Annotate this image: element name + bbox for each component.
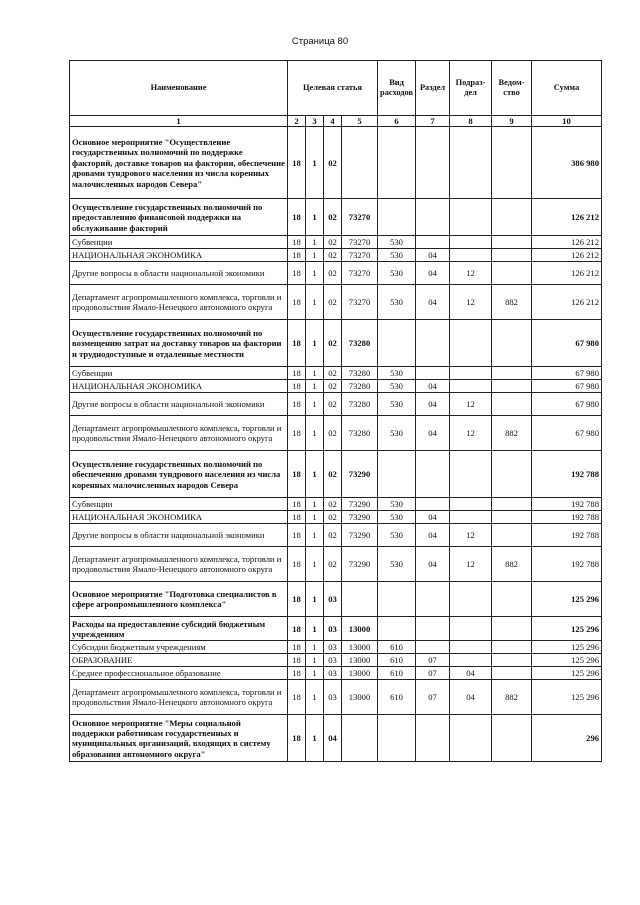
row-col-2: 18 (288, 380, 306, 393)
row-podrazdel (450, 199, 492, 236)
row-col-3: 1 (306, 680, 324, 715)
row-col-3: 1 (306, 127, 324, 199)
row-col-4: 02 (324, 199, 342, 236)
row-col-2: 18 (288, 511, 306, 524)
row-col-3: 1 (306, 524, 324, 547)
table-row (70, 285, 602, 320)
table-row (70, 654, 602, 667)
row-razdel: 04 (416, 547, 450, 582)
row-vedomstvo (492, 524, 532, 547)
row-col-4: 04 (324, 715, 342, 762)
row-col-3: 1 (306, 498, 324, 511)
row-name: Осуществление государственных полномочий по возмещению затрат на доставку товаров на фактории и труднодоступные и отдаленные местности (70, 320, 288, 367)
row-col-2: 18 (288, 680, 306, 715)
row-col-3: 1 (306, 667, 324, 680)
row-summa: 192 788 (532, 511, 602, 524)
row-vid-rashodov (378, 582, 416, 617)
row-name: Субвенции (70, 498, 288, 511)
row-col-2: 18 (288, 582, 306, 617)
row-vid-rashodov: 530 (378, 249, 416, 262)
row-col-3: 1 (306, 451, 324, 498)
row-name: Осуществление государственных полномочий по обеспечению дровами тундрового населения из числа коренных малочисленных народов Севера (70, 451, 288, 498)
header-podrazdel: Подраз-дел (450, 61, 492, 116)
row-col-5: 73270 (342, 285, 378, 320)
row-col-4: 02 (324, 320, 342, 367)
row-summa: 125 296 (532, 617, 602, 641)
row-col-5: 73290 (342, 511, 378, 524)
row-vid-rashodov: 530 (378, 524, 416, 547)
row-name: НАЦИОНАЛЬНАЯ ЭКОНОМИКА (70, 380, 288, 393)
header-vid: Вид расходов (378, 61, 416, 116)
row-podrazdel (450, 641, 492, 654)
table-row (70, 715, 602, 762)
row-name: НАЦИОНАЛЬНАЯ ЭКОНОМИКА (70, 511, 288, 524)
table-row (70, 451, 602, 498)
column-number: 1 (70, 116, 288, 127)
row-col-3: 1 (306, 617, 324, 641)
header-summa: Сумма (532, 61, 602, 116)
row-col-3: 1 (306, 511, 324, 524)
row-col-4: 02 (324, 498, 342, 511)
row-vedomstvo (492, 380, 532, 393)
table-row (70, 524, 602, 547)
row-col-4: 02 (324, 249, 342, 262)
table-row (70, 617, 602, 641)
row-col-5: 73270 (342, 262, 378, 285)
column-number: 7 (416, 116, 450, 127)
row-col-2: 18 (288, 547, 306, 582)
row-razdel: 04 (416, 511, 450, 524)
row-col-5: 73270 (342, 236, 378, 249)
row-col-2: 18 (288, 249, 306, 262)
row-razdel: 07 (416, 680, 450, 715)
row-col-2: 18 (288, 127, 306, 199)
row-col-5: 13000 (342, 617, 378, 641)
row-summa: 125 296 (532, 641, 602, 654)
row-podrazdel (450, 498, 492, 511)
row-razdel: 04 (416, 416, 450, 451)
row-col-2: 18 (288, 262, 306, 285)
row-podrazdel (450, 617, 492, 641)
row-vid-rashodov (378, 451, 416, 498)
row-col-4: 02 (324, 262, 342, 285)
column-number: 10 (532, 116, 602, 127)
row-summa: 67 980 (532, 367, 602, 380)
row-col-4: 02 (324, 380, 342, 393)
row-name: Субвенции (70, 236, 288, 249)
row-summa: 125 296 (532, 667, 602, 680)
row-col-5: 73290 (342, 498, 378, 511)
table-row (70, 667, 602, 680)
row-vedomstvo (492, 582, 532, 617)
row-vid-rashodov: 530 (378, 367, 416, 380)
table-row (70, 498, 602, 511)
row-razdel: 04 (416, 262, 450, 285)
table-body (70, 127, 602, 762)
row-name: Субсидии бюджетным учреждениям (70, 641, 288, 654)
row-razdel: 04 (416, 285, 450, 320)
row-col-2: 18 (288, 498, 306, 511)
column-number: 4 (324, 116, 342, 127)
row-col-5 (342, 715, 378, 762)
row-summa: 126 212 (532, 285, 602, 320)
row-col-3: 1 (306, 367, 324, 380)
row-vid-rashodov: 530 (378, 498, 416, 511)
row-podrazdel (450, 367, 492, 380)
row-vedomstvo (492, 262, 532, 285)
row-col-5 (342, 127, 378, 199)
row-summa: 126 212 (532, 199, 602, 236)
row-col-4: 03 (324, 654, 342, 667)
row-summa: 67 980 (532, 416, 602, 451)
row-podrazdel (450, 715, 492, 762)
header-name: Наименование (70, 61, 288, 116)
row-col-2: 18 (288, 393, 306, 416)
table-row (70, 511, 602, 524)
row-vid-rashodov: 530 (378, 285, 416, 320)
row-summa: 296 (532, 715, 602, 762)
row-razdel: 07 (416, 667, 450, 680)
row-vedomstvo (492, 393, 532, 416)
row-vedomstvo: 882 (492, 680, 532, 715)
table-row (70, 320, 602, 367)
row-podrazdel: 12 (450, 285, 492, 320)
row-vid-rashodov: 610 (378, 654, 416, 667)
row-summa: 125 296 (532, 680, 602, 715)
row-vid-rashodov: 610 (378, 667, 416, 680)
row-razdel (416, 641, 450, 654)
row-col-2: 18 (288, 715, 306, 762)
row-vedomstvo (492, 320, 532, 367)
row-col-3: 1 (306, 582, 324, 617)
row-col-4: 03 (324, 617, 342, 641)
row-summa: 67 980 (532, 380, 602, 393)
table-row (70, 367, 602, 380)
header-razdel: Раздел (416, 61, 450, 116)
column-number: 6 (378, 116, 416, 127)
row-summa: 126 212 (532, 236, 602, 249)
row-vid-rashodov (378, 617, 416, 641)
row-col-3: 1 (306, 393, 324, 416)
row-col-4: 03 (324, 680, 342, 715)
table-row (70, 127, 602, 199)
row-razdel (416, 236, 450, 249)
row-col-2: 18 (288, 367, 306, 380)
row-col-2: 18 (288, 641, 306, 654)
row-summa: 125 296 (532, 654, 602, 667)
row-col-4: 02 (324, 236, 342, 249)
row-razdel: 07 (416, 654, 450, 667)
row-name: ОБРАЗОВАНИЕ (70, 654, 288, 667)
table-row (70, 380, 602, 393)
row-col-4: 02 (324, 393, 342, 416)
row-razdel: 04 (416, 249, 450, 262)
row-podrazdel: 12 (450, 547, 492, 582)
row-name: Другие вопросы в области национальной экономики (70, 262, 288, 285)
row-col-3: 1 (306, 199, 324, 236)
row-vedomstvo (492, 451, 532, 498)
row-col-3: 1 (306, 380, 324, 393)
row-col-5: 73280 (342, 393, 378, 416)
row-col-2: 18 (288, 654, 306, 667)
row-col-5: 73280 (342, 416, 378, 451)
row-vedomstvo (492, 498, 532, 511)
column-number: 8 (450, 116, 492, 127)
row-name: Основное мероприятие "Подготовка специалистов в сфере агропромышленного комплекса" (70, 582, 288, 617)
row-col-5: 13000 (342, 641, 378, 654)
row-podrazdel (450, 511, 492, 524)
row-vid-rashodov: 530 (378, 236, 416, 249)
budget-table (69, 60, 602, 762)
row-col-3: 1 (306, 285, 324, 320)
row-col-5: 13000 (342, 667, 378, 680)
row-summa: 386 980 (532, 127, 602, 199)
row-col-5 (342, 582, 378, 617)
row-razdel (416, 320, 450, 367)
row-col-4: 03 (324, 641, 342, 654)
header-row (70, 61, 602, 116)
row-col-2: 18 (288, 451, 306, 498)
row-podrazdel: 12 (450, 262, 492, 285)
row-name: Другие вопросы в области национальной экономики (70, 524, 288, 547)
row-vid-rashodov: 530 (378, 547, 416, 582)
row-razdel: 04 (416, 380, 450, 393)
row-summa: 126 212 (532, 249, 602, 262)
table-row (70, 199, 602, 236)
row-vedomstvo (492, 641, 532, 654)
row-vedomstvo (492, 654, 532, 667)
row-name: Департамент агропромышленного комплекса, торговли и продовольствия Ямало-Ненецкого автономного округа (70, 416, 288, 451)
table-row (70, 393, 602, 416)
row-col-3: 1 (306, 236, 324, 249)
table-row (70, 582, 602, 617)
row-name: Департамент агропромышленного комплекса, торговли и продовольствия Ямало-Ненецкого автономного округа (70, 680, 288, 715)
table-row (70, 680, 602, 715)
row-name: Основное мероприятие "Меры социальной поддержки работникам государственных и муниципальных организаций, входящих в систему образования автономного округа" (70, 715, 288, 762)
row-podrazdel (450, 127, 492, 199)
row-col-4: 02 (324, 285, 342, 320)
row-razdel (416, 715, 450, 762)
row-vedomstvo: 882 (492, 285, 532, 320)
row-podrazdel: 04 (450, 680, 492, 715)
row-col-5: 73280 (342, 380, 378, 393)
row-col-4: 03 (324, 667, 342, 680)
table-row (70, 641, 602, 654)
row-col-4: 03 (324, 582, 342, 617)
row-razdel: 04 (416, 393, 450, 416)
row-col-5: 73290 (342, 547, 378, 582)
row-col-5: 73290 (342, 451, 378, 498)
row-podrazdel (450, 654, 492, 667)
row-col-5: 73270 (342, 249, 378, 262)
row-podrazdel (450, 380, 492, 393)
row-col-5: 13000 (342, 654, 378, 667)
row-name: Субвенции (70, 367, 288, 380)
row-razdel (416, 199, 450, 236)
row-col-3: 1 (306, 416, 324, 451)
column-number: 9 (492, 116, 532, 127)
row-vid-rashodov (378, 199, 416, 236)
column-number: 5 (342, 116, 378, 127)
row-vid-rashodov: 530 (378, 416, 416, 451)
row-col-3: 1 (306, 715, 324, 762)
row-podrazdel (450, 582, 492, 617)
row-vid-rashodov (378, 127, 416, 199)
row-podrazdel: 12 (450, 393, 492, 416)
row-summa: 192 788 (532, 547, 602, 582)
row-summa: 67 980 (532, 320, 602, 367)
row-col-3: 1 (306, 320, 324, 367)
row-col-4: 02 (324, 127, 342, 199)
row-col-5: 73280 (342, 320, 378, 367)
row-summa: 192 788 (532, 498, 602, 511)
row-col-2: 18 (288, 617, 306, 641)
row-vedomstvo (492, 249, 532, 262)
row-vedomstvo (492, 511, 532, 524)
row-razdel (416, 617, 450, 641)
column-number: 3 (306, 116, 324, 127)
column-number: 2 (288, 116, 306, 127)
row-col-4: 02 (324, 451, 342, 498)
row-razdel (416, 582, 450, 617)
row-col-3: 1 (306, 547, 324, 582)
row-vedomstvo: 882 (492, 416, 532, 451)
row-col-4: 02 (324, 547, 342, 582)
row-razdel (416, 367, 450, 380)
row-vedomstvo (492, 617, 532, 641)
row-name: Среднее профессиональное образование (70, 667, 288, 680)
row-col-5: 73270 (342, 199, 378, 236)
row-name: Расходы на предоставление субсидий бюджетным учреждениям (70, 617, 288, 641)
row-col-2: 18 (288, 236, 306, 249)
table-row (70, 547, 602, 582)
row-vid-rashodov: 530 (378, 393, 416, 416)
row-podrazdel (450, 236, 492, 249)
row-vid-rashodov: 610 (378, 641, 416, 654)
row-col-2: 18 (288, 320, 306, 367)
header-target: Целевая статья (288, 61, 378, 116)
row-col-5: 73280 (342, 367, 378, 380)
table-row (70, 236, 602, 249)
row-col-5: 13000 (342, 680, 378, 715)
row-col-2: 18 (288, 416, 306, 451)
row-col-2: 18 (288, 285, 306, 320)
row-vedomstvo: 882 (492, 547, 532, 582)
row-vedomstvo (492, 199, 532, 236)
row-col-3: 1 (306, 641, 324, 654)
row-podrazdel (450, 249, 492, 262)
row-col-4: 02 (324, 367, 342, 380)
row-podrazdel (450, 320, 492, 367)
table-row (70, 416, 602, 451)
row-podrazdel: 12 (450, 524, 492, 547)
row-col-4: 02 (324, 511, 342, 524)
row-vid-rashodov: 530 (378, 511, 416, 524)
header-vedomstvo: Ведом-ство (492, 61, 532, 116)
row-summa: 67 980 (532, 393, 602, 416)
row-summa: 125 296 (532, 582, 602, 617)
page-header: Страница 80 (291, 36, 349, 47)
row-vid-rashodov: 530 (378, 380, 416, 393)
row-podrazdel (450, 451, 492, 498)
row-razdel (416, 127, 450, 199)
row-vedomstvo (492, 367, 532, 380)
row-name: Департамент агропромышленного комплекса, торговли и продовольствия Ямало-Ненецкого автономного округа (70, 547, 288, 582)
row-col-5: 73290 (342, 524, 378, 547)
column-number-row (70, 116, 602, 127)
row-col-2: 18 (288, 667, 306, 680)
row-podrazdel: 12 (450, 416, 492, 451)
row-name: Основное мероприятие "Осуществление государственных полномочий по поддержке факторий, доставке товаров на фактории, обеспечение дровами тундрового населения из числа коренных малочисленных народов Севера" (70, 127, 288, 199)
row-vid-rashodov (378, 320, 416, 367)
row-vedomstvo (492, 715, 532, 762)
row-col-3: 1 (306, 262, 324, 285)
row-col-4: 02 (324, 416, 342, 451)
row-col-3: 1 (306, 249, 324, 262)
row-col-2: 18 (288, 524, 306, 547)
row-vid-rashodov: 610 (378, 680, 416, 715)
table-row (70, 262, 602, 285)
row-razdel (416, 498, 450, 511)
row-name: НАЦИОНАЛЬНАЯ ЭКОНОМИКА (70, 249, 288, 262)
row-summa: 192 788 (532, 524, 602, 547)
row-vid-rashodov (378, 715, 416, 762)
row-razdel: 04 (416, 524, 450, 547)
row-summa: 192 788 (532, 451, 602, 498)
row-name: Осуществление государственных полномочий по предоставлению финансовой поддержки на обслуживание факторий (70, 199, 288, 236)
row-vedomstvo (492, 236, 532, 249)
row-summa: 126 212 (532, 262, 602, 285)
row-name: Департамент агропромышленного комплекса, торговли и продовольствия Ямало-Ненецкого автономного округа (70, 285, 288, 320)
row-name: Другие вопросы в области национальной экономики (70, 393, 288, 416)
row-col-4: 02 (324, 524, 342, 547)
row-razdel (416, 451, 450, 498)
row-col-3: 1 (306, 654, 324, 667)
table-row (70, 249, 602, 262)
row-podrazdel: 04 (450, 667, 492, 680)
row-vid-rashodov: 530 (378, 262, 416, 285)
row-vedomstvo (492, 667, 532, 680)
row-col-2: 18 (288, 199, 306, 236)
row-vedomstvo (492, 127, 532, 199)
